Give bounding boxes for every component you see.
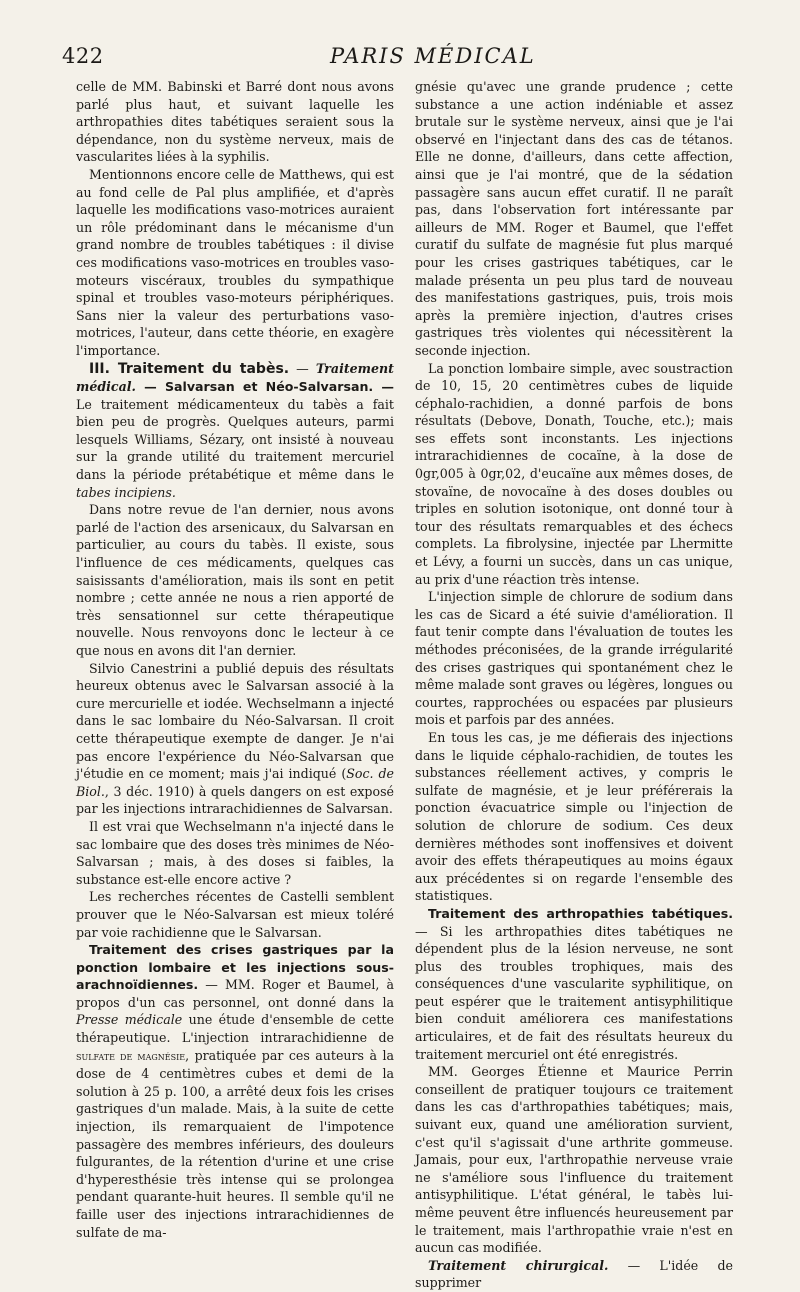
section-chirurgical	[415, 1257, 733, 1292]
left-paragraph-1: celle de MM. Babinski et Barré dont nous avons parlé plus haut, et suivant laquelle les arthropathies dites tabétiques seraient sous la dépendance, non du système nerveux, mais de vascularites liées à la syphilis.	[76, 79, 394, 165]
section-title: Traitement des arthropathies tabétiques.	[428, 905, 733, 921]
title-dash: —	[289, 360, 316, 376]
left-paragraph-7: Les recherches récentes de Castelli semblent prouver que le Néo-Salvarsan est mieux toléré par voie rachidienne que le Salvarsan.	[76, 889, 394, 940]
paragraph-text: — L'idée de supprimer	[415, 1257, 733, 1291]
journal-name: Presse médicale	[76, 1012, 183, 1028]
section-text: Le traitement médicamenteux du tabès a fait bien peu de progrès. Quelques auteurs, parmi lesquels Williams, Sézary, ont insisté à nouveau sur la grande utilité du traitement mercuriel dans la période prétabétique et même dans le	[76, 396, 394, 483]
right-column	[415, 78, 733, 1292]
paragraph-text: une étude d'ensemble de cette thérapeutique. L'injection intrarachidienne de	[76, 1012, 394, 1046]
citation: Soc. de Biol.	[76, 766, 394, 799]
paragraph-text: , 3 déc. 1910) à quels dangers on est exposé par les injections intrarachidiennes de Salvarsan.	[76, 783, 394, 817]
running-title: PARIS MÉDICAL	[330, 44, 536, 68]
right-paragraph-4: En tous les cas, je me défierais des injections dans le liquide céphalo-rachidien, de toutes les substances réellement actives, y compris le sulfate de magnésie, et je leur préférerais la ponction évacuatrice simple ou l'injection de solution de chlorure de sodium. Ces deux dernières méthodes sont inoffensives et doivent avoir des effets thérapeutiques au moins égaux aux précédentes si on regarde l'ensemble des statistiques.	[415, 729, 733, 904]
paragraph-text: — Si les arthropathies dites tabétiques ne dépendent plus de la lésion nerveuse, ne sont plus des troubles trophiques, mais des conséquences d'une vascularite syphilitique, on peut espérer que le traitement antisyphilitique bien conduit améliorera ces manifestations articulaires, et de fait des résultats heureux du traitement mercuriel ont été enregistrés.	[415, 923, 733, 1062]
section-title: Traitement chirurgical.	[428, 1257, 609, 1273]
paragraph-text: — MM. Roger et Baumel, à propos d'un cas personnel, ont donné dans la	[76, 977, 394, 1010]
smallcaps-term: sulfate de magnésie	[76, 1048, 186, 1063]
section-traitement-tabes	[76, 360, 394, 502]
section-title: III. Traitement du tabès.	[89, 360, 290, 377]
left-paragraph-2: Mentionnons encore celle de Matthews, qui est au fond celle de Pal plus amplifiée, et d'après laquelle les modifications vaso-motrices auraient un rôle prédominant dans le mécanisme d'un grand nombre de troubles tabétiques : il divise ces modifications vaso-motrices en troubles vaso-moteurs viscéraux, troubles du sympathique spinal et troubles vaso-moteurs périphériques. Sans nier la valeur des perturbations vaso-motrices, l'auteur, dans cette théorie, en exagère l'importance.	[76, 166, 394, 358]
right-paragraph-3: L'injection simple de chlorure de sodium dans les cas de Sicard a été suivie d'amélioration. Il faut tenir compte dans l'évaluation de toutes les méthodes préconisées, de la grande irrégularité des crises gastriques qui spontanément chez le même malade sont graves ou légères, longues ou courtes, rapprochées ou espacées par plusieurs mois et parfois par des années.	[415, 589, 733, 728]
paragraph-text: Silvio Canestrini a publié depuis des résultats heureux obtenus avec le Salvarsan associé à la cure mercurielle et iodée. Wechselmann a injecté dans le sac lombaire du Néo-Salvarsan. Il croit cette thérapeutique exempte de danger. Je n'ai pas encore l'expérience du Néo-Salvarsan que j'étudie en ce moment; mais j'ai indiqué (	[76, 660, 394, 782]
section-title: Traitement des crises gastriques par la ponction lombaire et les injections sous-arachnoïdiennes.	[76, 942, 394, 993]
subsection-title: Traitement médical.	[76, 360, 394, 395]
left-column	[76, 78, 394, 1241]
subsection-salvarsan: — Salvarsan et Néo-Salvarsan. —	[135, 379, 394, 395]
left-paragraph-6: Il est vrai que Wechselmann n'a injecté dans le sac lombaire que des doses très minimes de Néo-Salvarsan ; mais, à des doses si faibles, la substance est-elle encore active ?	[76, 818, 394, 887]
paragraph-text: , pratiquée par ces auteurs à la dose de 4 centimètres cubes et demi de la solution à 25 p. 100, a arrêté deux fois les crises gastriques d'un malade. Mais, à la suite de cette injection, ils remarquaient de l'impotence passagère des membres inférieurs, des douleurs fulgurantes, de la rétention d'urine et une crise d'hyperesthésie très intense qui se prolongea pendant quarante-huit heures. Il semble qu'il ne faille user des injections intrarachidiennes de sulfate de ma-	[76, 1047, 394, 1240]
right-paragraph-6: MM. Georges Étienne et Maurice Perrin conseillent de pratiquer toujours ce traitement dans les cas d'arthropathies tabétiques; mais, suivant eux, quand une amélioration survient, c'est qu'il s'agissait d'une arthrite gommeuse. Jamais, pour eux, l'arthropathie nerveuse vraie ne s'améliore sous l'influence du traitement antisyphilitique. L'état général, le tabès lui-même peuvent être influencés heureusement par le traitement, mais l'arthropathie vraie n'est en aucun cas modifiée.	[415, 1064, 733, 1256]
left-paragraph-5	[76, 660, 394, 818]
page-number: 422	[62, 44, 104, 68]
right-paragraph-1: gnésie qu'avec une grande prudence ; cette substance a une action indéniable et assez brutale sur le système nerveux, ainsi que je l'ai observé en l'injectant dans des cas de tétanos. Elle ne donne, d'ailleurs, dans cette affection, ainsi que je l'ai montré, que de la sédation passagère sans aucun effet curatif. Il ne paraît pas, dans l'observation fort intéressante par ailleurs de MM. Roger et Baumel, que l'effet curatif du sulfate de magnésie fut plus marqué pour les crises gastriques tabétiques, car le malade présenta un peu plus tard de nouveau des manifestations gastriques, puis, trois mois après la première injection, d'autres crises gastriques très violentes qui nécessitèrent la seconde injection.	[415, 79, 733, 358]
section-arthropathies	[415, 905, 733, 1063]
section-crises-gastriques	[76, 941, 394, 1241]
right-paragraph-2: La ponction lombaire simple, avec soustraction de 10, 15, 20 centimètres cubes de liquide céphalo-rachidien, a donné parfois de bons résultats (Debove, Donath, Touche, etc.); mais ses effets sont inconstants. Les injections intrarachidiennes de cocaïne, à la dose de 0gr,005 à 0gr,02, d'eucaïne aux mêmes doses, de stovaïne, de novocaïne à des doses doubles ou triples en solution isotonique, ont donné tour à tour des résultats remarquables et des échecs complets. La fibrolysine, injectée par Lhermitte et Lévy, a fourni un succès, dans un cas unique, au prix d'une réaction très intense.	[415, 360, 733, 587]
italic-term: tabes incipiens.	[76, 484, 176, 500]
left-paragraph-4: Dans notre revue de l'an dernier, nous avons parlé de l'action des arsenicaux, du Salvarsan en particulier, au cours du tabès. Il existe, sous l'influence de ces médicaments, quelques cas saisissants d'amélioration, mais ils sont en petit nombre ; cette année ne nous a rien apporté de très sensationnel sur cette thérapeutique nouvelle. Nous renvoyons donc le lecteur à ce que nous en avons dit l'an dernier.	[76, 502, 394, 658]
